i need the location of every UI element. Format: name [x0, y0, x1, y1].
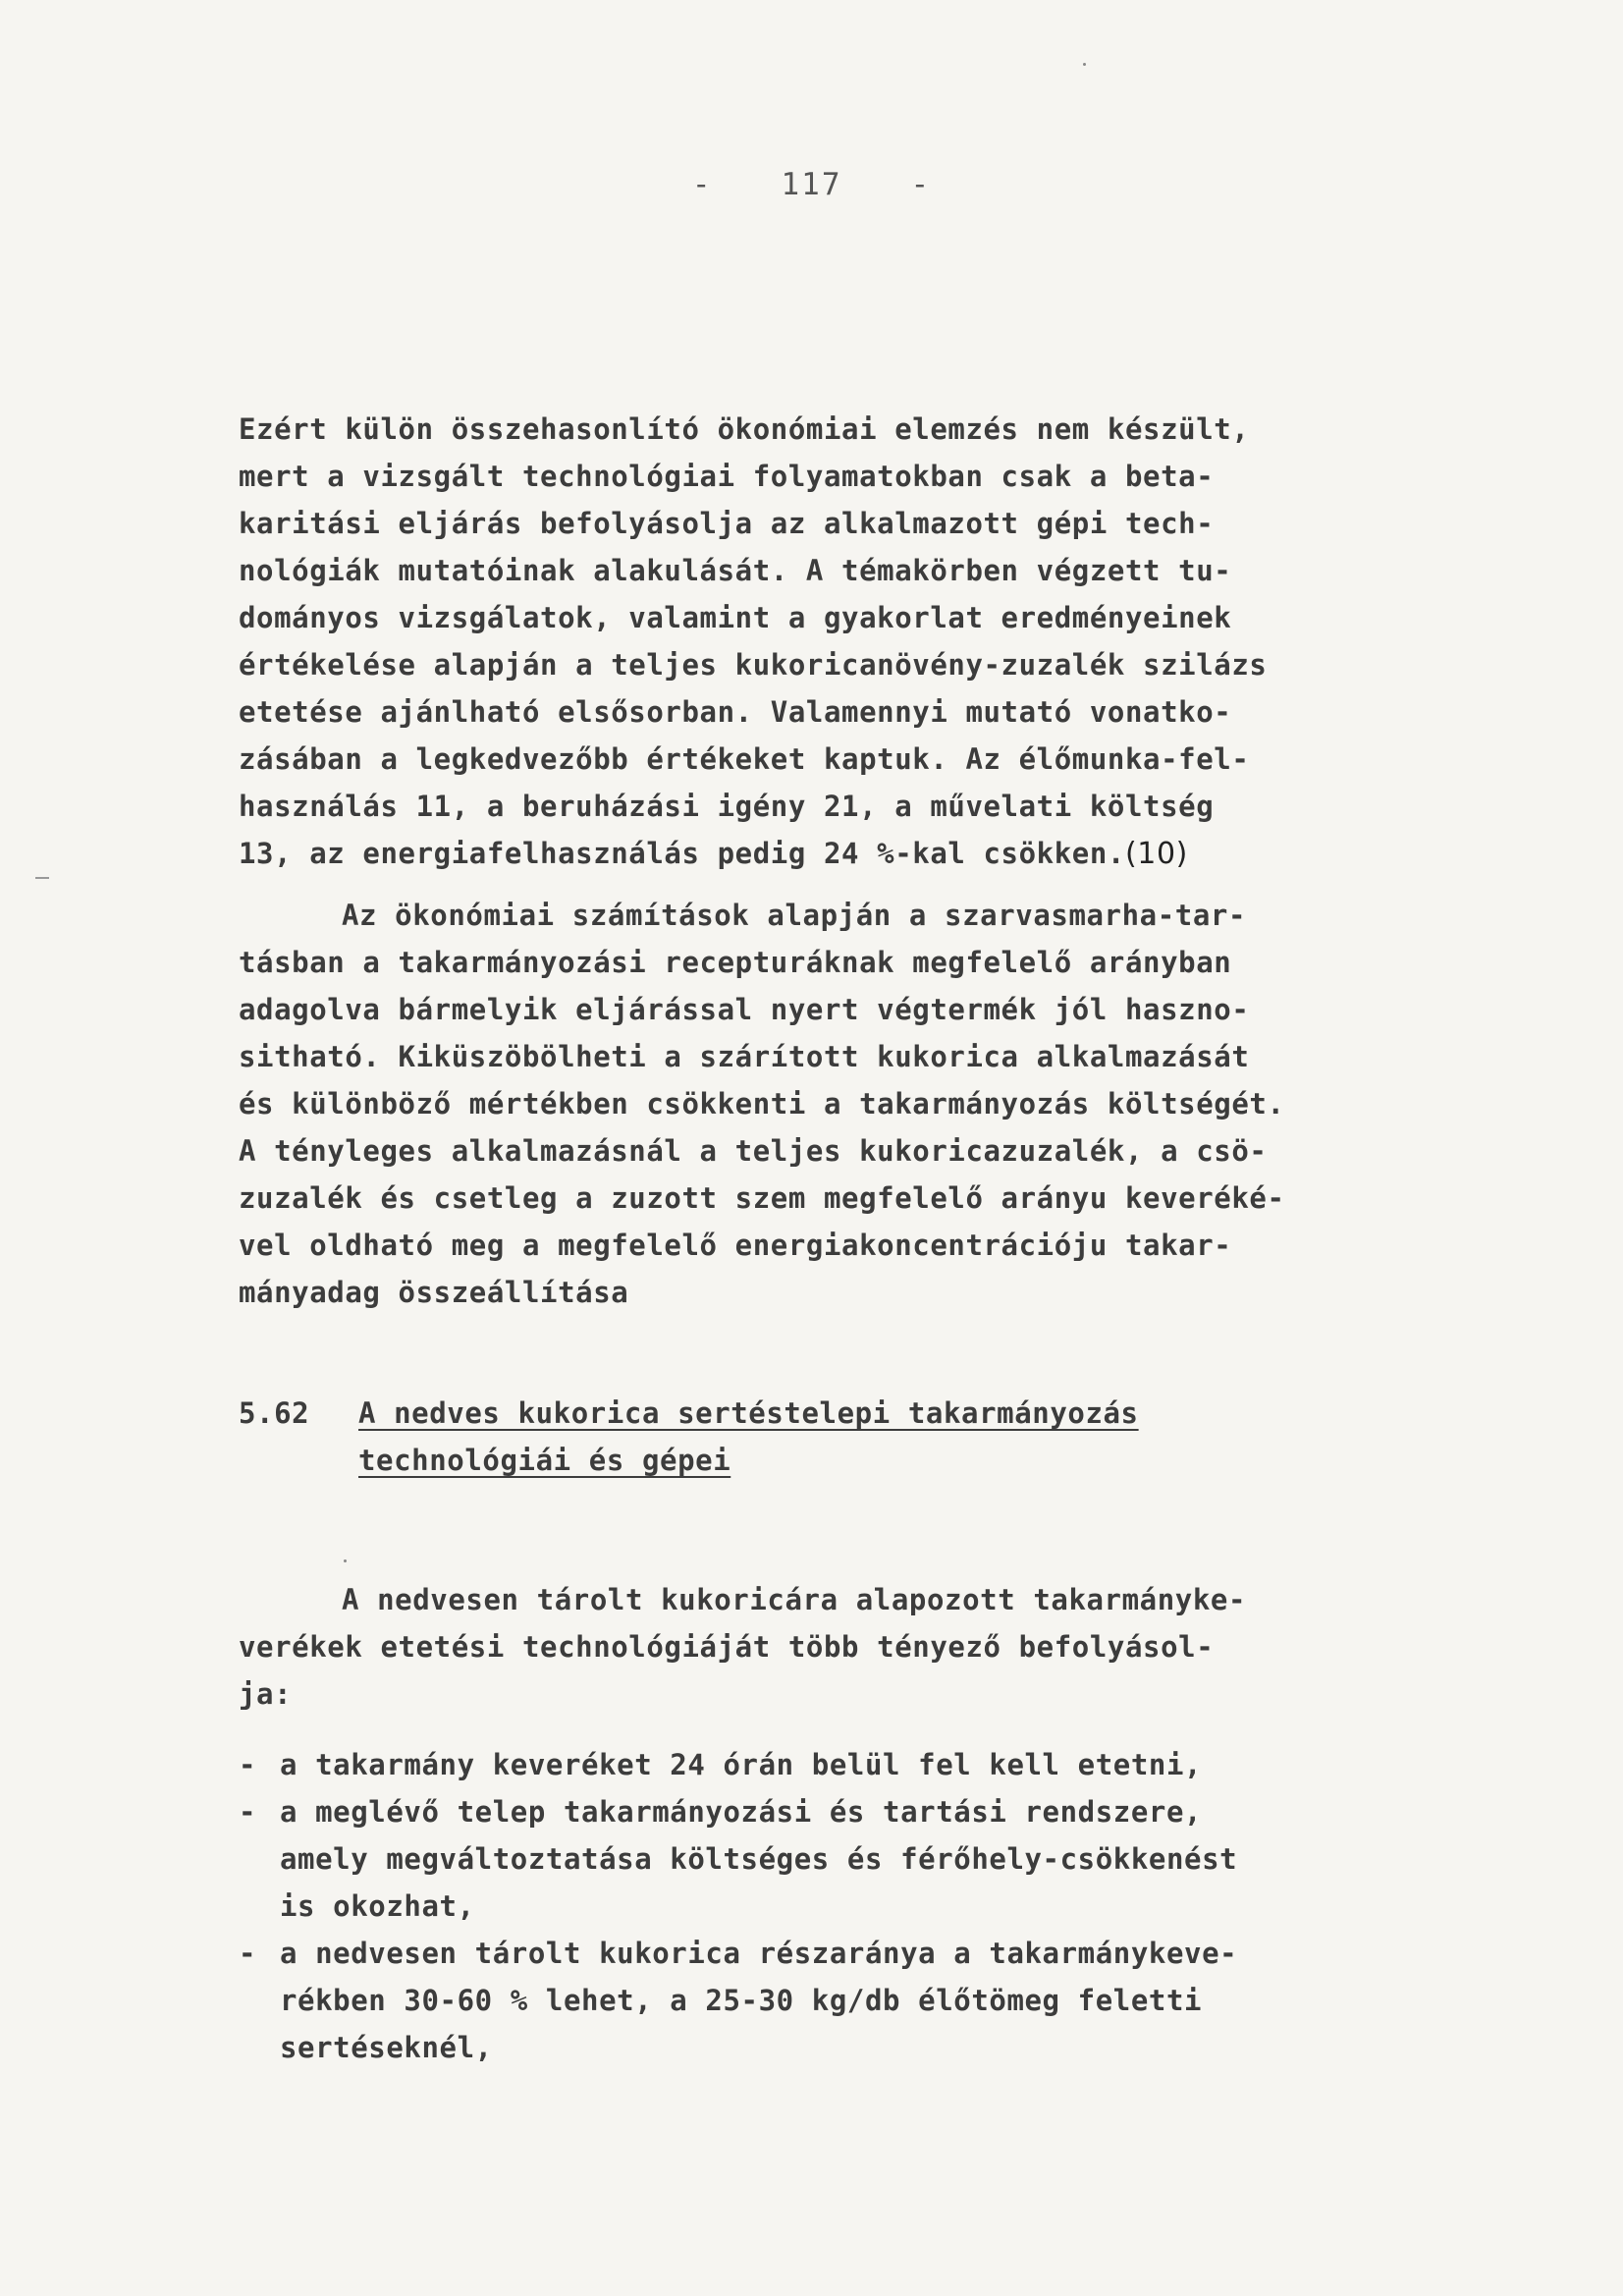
- text-line: adagolva bármelyik eljárással nyert végtermék jól haszno-: [239, 993, 1250, 1026]
- text-line: etetése ajánlható elsősorban. Valamennyi mutató vonatko-: [239, 695, 1232, 729]
- text-line: verékek etetési technológiáját több tényező befolyásol-: [239, 1630, 1215, 1664]
- text-line: rékben 30-60 % lehet, a 25-30 kg/db élőtömeg feletti: [280, 1984, 1203, 2017]
- text-line: mert a vizsgált technológiai folyamatokban csak a beta-: [239, 460, 1215, 493]
- margin-mark: [35, 877, 49, 879]
- paper-speck: [344, 1559, 347, 1562]
- text-line: mányadag összeállítása: [239, 1276, 629, 1309]
- text-line: is okozhat,: [280, 1889, 475, 1923]
- page-header: [0, 167, 1623, 202]
- text-line-content: 13, az energiafelhasználás pedig 24 %-kal csökken.: [239, 837, 1125, 870]
- text-line: zuzalék és csetleg a zuzott szem megfelelő arányu keveréké-: [239, 1181, 1285, 1215]
- text-line: amely megváltoztatása költséges és férőhely-csökkenést: [280, 1842, 1238, 1876]
- text-line: a takarmány keveréket 24 órán belül fel kell etetni,: [280, 1748, 1203, 1781]
- bullet-marker: -: [239, 1795, 257, 1829]
- text-line: és különböző mértékben csökkenti a takarmányozás költségét.: [239, 1087, 1285, 1121]
- text-line: Ezért külön összehasonlító ökonómiai elemzés nem készült,: [239, 412, 1250, 446]
- page-number: 117: [781, 167, 842, 202]
- text-line: értékelése alapján a teljes kukoricanövény-zuzalék szilázs: [239, 648, 1268, 682]
- text-line: ja:: [239, 1677, 293, 1711]
- text-line: [239, 837, 1188, 871]
- text-line: Az ökonómiai számítások alapján a szarvasmarha-tar-: [342, 899, 1247, 932]
- paper-speck: [1083, 63, 1086, 66]
- handwritten-reference-note: (10): [1124, 837, 1188, 871]
- text-line: karitási eljárás befolyásolja az alkalmazott gépi tech-: [239, 507, 1215, 540]
- text-line: nológiák mutatóinak alakulását. A témakörben végzett tu-: [239, 554, 1232, 587]
- text-line: a meglévő telep takarmányozási és tartási rendszere,: [280, 1795, 1203, 1829]
- text-line: dományos vizsgálatok, valamint a gyakorlat eredményeinek: [239, 601, 1232, 634]
- header-dash-right: -: [910, 167, 932, 202]
- text-line: A tényleges alkalmazásnál a teljes kukoricazuzalék, a csö-: [239, 1134, 1268, 1168]
- text-line: tásban a takarmányozási recepturáknak megfelelő arányban: [239, 946, 1232, 979]
- text-line: sitható. Kiküszöbölheti a szárított kukorica alkalmazását: [239, 1040, 1250, 1073]
- text-line: zásában a legkedvezőbb értékeket kaptuk. Az élőmunka-fel-: [239, 742, 1250, 776]
- bullet-marker: -: [239, 1937, 257, 1970]
- header-dash-left: -: [691, 167, 713, 202]
- text-line: használás 11, a beruházási igény 21, a művelati költség: [239, 790, 1215, 823]
- text-line: A nedvesen tárolt kukoricára alapozott takarmányke-: [342, 1583, 1247, 1616]
- text-line: vel oldható meg a megfelelő energiakoncentrációju takar-: [239, 1229, 1232, 1262]
- section-number: 5.62: [239, 1396, 310, 1430]
- section-title-line-2: technológiái és gépei: [358, 1444, 731, 1477]
- text-line: a nedvesen tárolt kukorica részaránya a takarmánykeve-: [280, 1937, 1238, 1970]
- text-line: sertéseknél,: [280, 2031, 493, 2064]
- section-title-line-1: A nedves kukorica sertéstelepi takarmányozás: [358, 1396, 1139, 1430]
- bullet-marker: -: [239, 1748, 257, 1781]
